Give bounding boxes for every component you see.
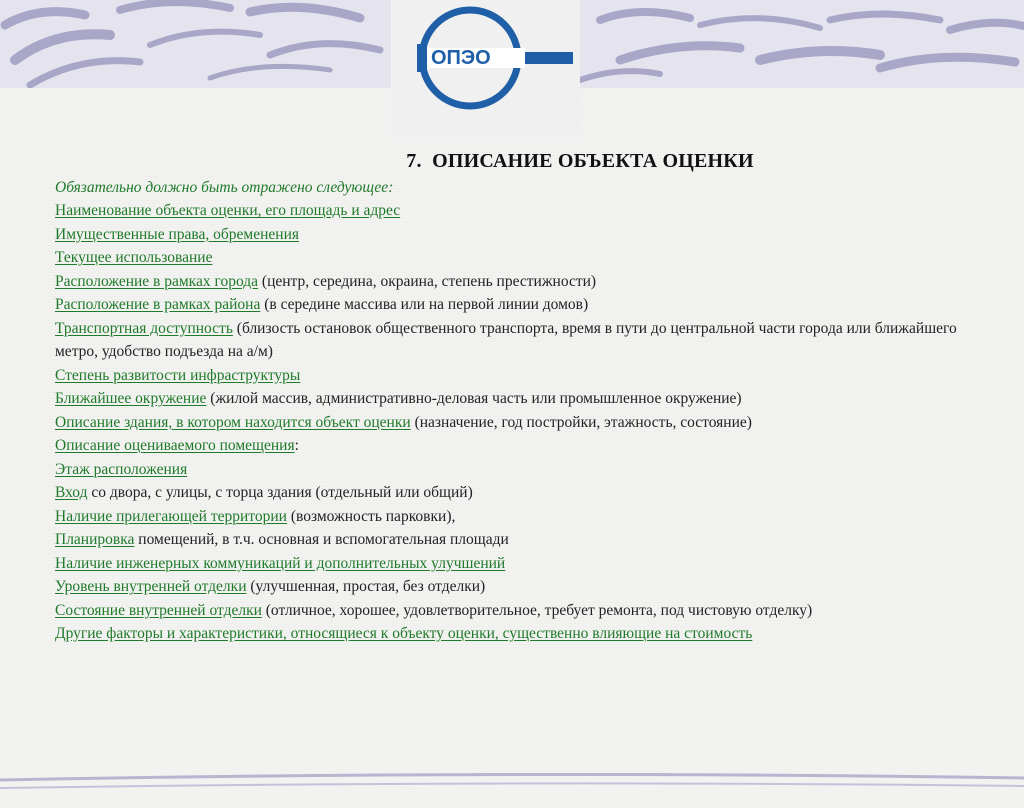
list-item-details: (возможность парковки), xyxy=(286,507,456,525)
list-item xyxy=(55,364,965,388)
list-item xyxy=(55,622,965,646)
list-item xyxy=(55,458,965,482)
list-item xyxy=(55,317,965,364)
list-item xyxy=(55,434,965,458)
list-item-link[interactable]: Текущее использование xyxy=(55,249,213,266)
logo-text: ОПЭО xyxy=(431,47,491,69)
list-item-details: (отличное, хорошее, удовлетворительное, требует ремонта, под чистовую отделку) xyxy=(261,601,813,619)
list-item-link[interactable]: Описание здания, в котором находится объект оценки xyxy=(55,413,411,431)
list-item xyxy=(55,223,965,247)
list-item xyxy=(55,387,965,411)
main-content xyxy=(55,150,965,646)
list-item xyxy=(55,270,965,294)
list-item xyxy=(55,246,965,270)
intro-text: Обязательно должно быть отражено следующее: xyxy=(55,178,394,196)
list-item xyxy=(55,293,965,317)
list-item xyxy=(55,552,965,576)
list-item xyxy=(55,575,965,599)
list-item-link[interactable]: Наименование объекта оценки, его площадь и адрес xyxy=(55,202,401,219)
list-item-link[interactable]: Расположение в рамках района xyxy=(55,296,261,313)
list-item xyxy=(55,411,965,435)
list-item-details: помещений, в т.ч. основная и вспомогательная площади xyxy=(134,531,509,548)
list-item-details: : xyxy=(294,437,299,454)
list-item-details: со двора, с улицы, с торца здания (отдельный или общий) xyxy=(87,484,473,501)
list-item-details: (центр, середина, окраина, степень престижности) xyxy=(258,272,597,290)
list-item-link[interactable]: Описание оцениваемого помещения xyxy=(55,437,295,454)
list-item-details: (в середине массива или на первой линии домов) xyxy=(260,296,589,313)
list-item xyxy=(55,199,965,223)
list-item-link[interactable]: Другие факторы и характеристики, относящиеся к объекту оценки, существенно влияющие на стоимость xyxy=(55,625,753,642)
requirements-list xyxy=(55,199,965,646)
list-item-link[interactable]: Этаж расположения xyxy=(55,460,188,478)
list-item-link[interactable]: Степень развитости инфраструктуры xyxy=(55,366,301,384)
list-item xyxy=(55,599,965,623)
list-item-details: (улучшенная, простая, без отделки) xyxy=(246,578,486,595)
list-item-link[interactable]: Состояние внутренней отделки xyxy=(55,601,262,619)
list-item-link[interactable]: Наличие инженерных коммуникаций и дополнительных улучшений xyxy=(55,554,506,572)
page-title: 7. ОПИСАНИЕ ОБЪЕКТА ОЦЕНКИ xyxy=(406,150,754,172)
list-item-link[interactable]: Вход xyxy=(55,484,88,501)
list-item xyxy=(55,481,965,505)
list-item xyxy=(55,528,965,552)
list-item-link[interactable]: Планировка xyxy=(55,531,135,548)
list-item-link[interactable]: Уровень внутренней отделки xyxy=(55,578,247,595)
list-item-details: (жилой массив, административно-деловая часть или промышленное окружение) xyxy=(206,390,742,407)
list-item-link[interactable]: Имущественные права, обременения xyxy=(55,225,299,243)
list-item-details: (близость остановок общественного транспорта, время в пути до центральной части города или ближайшего метро, удобство подъезда на а/м) xyxy=(55,319,957,360)
logo xyxy=(391,0,580,138)
list-item-link[interactable]: Расположение в рамках города xyxy=(55,272,259,290)
list-item-link[interactable]: Ближайшее окружение xyxy=(55,390,207,407)
list-item-link[interactable]: Наличие прилегающей территории xyxy=(55,507,287,525)
list-item-details: (назначение, год постройки, этажность, состояние) xyxy=(410,413,752,431)
bottom-divider-lines xyxy=(0,768,1024,808)
list-item xyxy=(55,505,965,529)
list-item-link[interactable]: Транспортная доступность xyxy=(55,319,233,337)
